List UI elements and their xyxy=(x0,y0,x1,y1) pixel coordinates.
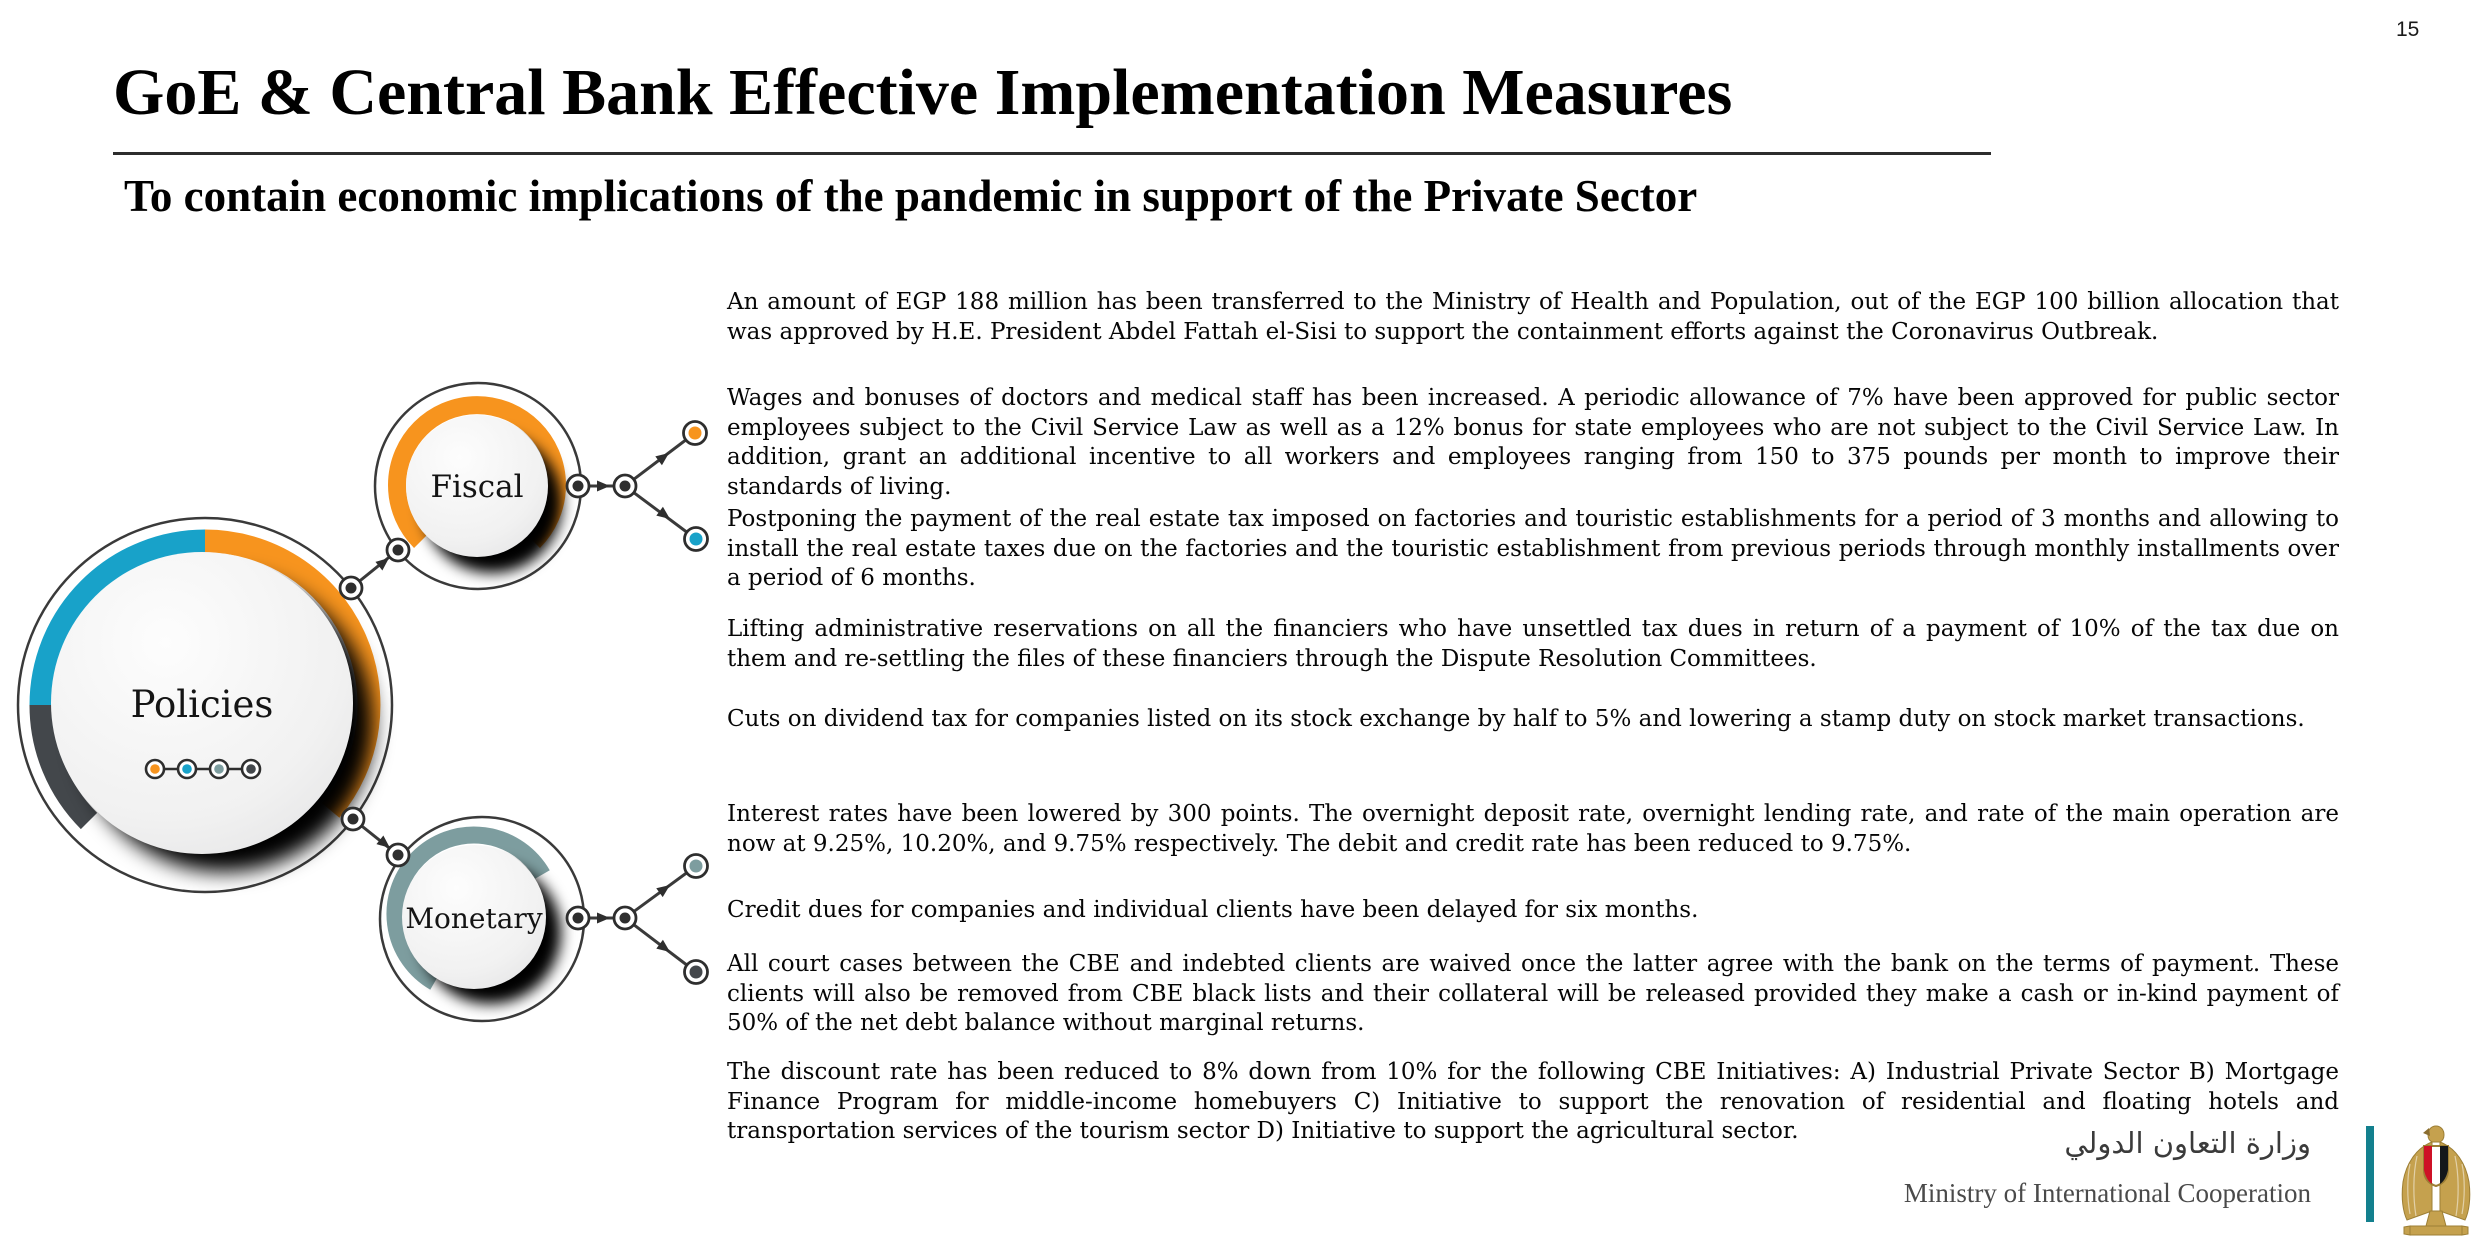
eagle-head xyxy=(2428,1126,2444,1142)
node-policies-to-fiscal xyxy=(340,577,362,599)
node-policies-to-monetary xyxy=(342,808,364,830)
bullet-monetary-teal xyxy=(685,855,708,878)
chain-dot-cyan xyxy=(182,764,192,774)
bullet-markers xyxy=(684,422,708,984)
ministry-name-arabic: وزارة التعاون الدولي xyxy=(2064,1126,2311,1160)
eagle-tail xyxy=(2426,1211,2446,1226)
bullet-monetary-dark xyxy=(685,961,708,984)
footer-accent-bar xyxy=(2366,1126,2374,1222)
egypt-coat-of-arms-logo xyxy=(2390,1114,2481,1238)
flag-shield xyxy=(2424,1146,2448,1186)
node-monetary-edge-left xyxy=(387,844,409,866)
paragraph-court-cases: All court cases between the CBE and indebted clients are waived once the latter agree with the bank on the terms of payment. These clients will also be removed from CBE black lists and their collateral will be released provided they make a cash or in-kind payment of 50% of the net debt balance without marginal returns. xyxy=(727,951,2339,1036)
node-fiscal-edge-left xyxy=(387,539,409,561)
paragraph-dividend-tax: Cuts on dividend tax for companies listed on its stock exchange by half to 5% and lowering a stamp duty on stock market transactions. xyxy=(727,706,2305,732)
ministry-name-english: Ministry of International Cooperation xyxy=(1903,1178,2311,1208)
eagle-beak xyxy=(2423,1128,2430,1136)
paragraph-interest-rates: Interest rates have been lowered by 300 points. The overnight deposit rate, overnight lending rate, and rate of the main operation are now at 9.25%, 10.20%, and 9.75% respectively. The debit and credit rate has been reduced to 9.75%. xyxy=(727,801,2339,857)
bullet-fiscal-orange xyxy=(684,422,707,445)
paragraph-real-estate-tax: Postponing the payment of the real estate tax imposed on factories and touristic establishments for a period of 3 months and allowing to install the real estate taxes due on the factories and the touristic establishment from previous periods through monthly installments over a period of 6 months. xyxy=(727,506,2339,591)
fiscal-label: Fiscal xyxy=(430,469,524,505)
node-monetary-junction xyxy=(614,907,636,929)
paragraph-credit-dues: Credit dues for companies and individual clients have been delayed for six months. xyxy=(727,897,1699,923)
eagle-scroll xyxy=(2404,1226,2468,1235)
node-fiscal-junction xyxy=(614,475,636,497)
paragraph-tax-reservations: Lifting administrative reservations on all the financiers who have unsettled tax dues in return of a payment of 10% of the tax due on them and re-settling the files of these financiers through the Dispute Resolution Committees. xyxy=(727,616,2339,672)
slide-subtitle: To contain economic implications of the pandemic in support of the Private Sector xyxy=(124,171,1698,221)
monetary-circle xyxy=(380,817,584,1021)
paragraph-discount-rate: The discount rate has been reduced to 8% down from 10% for the following CBE Initiatives: A) Industrial Private Sector B) Mortgage Finance Program for middle-income homebuyers C) Initiative to support the renovation of residential and floating hotels and transportation services of the tourism sector D) Initiative to support the agricultural sector. xyxy=(727,1059,2339,1144)
policies-label: Policies xyxy=(130,683,274,726)
paragraph-wages-bonuses: Wages and bonuses of doctors and medical staff has been increased. A periodic allowance of 7% have been approved for public sector employees subject to the Civil Service Law as well as a 12% bonus for state employees who are not subject to the Civil Service Law. In addition, grant an additional incentive to all workers and employees ranging from 150 to 375 pounds per month to improve their standards of living. xyxy=(727,385,2339,500)
policies-circle xyxy=(18,518,392,892)
page-number: 15 xyxy=(2396,18,2420,41)
chain-dot-dark xyxy=(246,764,256,774)
paragraph-health-allocation: An amount of EGP 188 million has been transferred to the Ministry of Health and Population, out of the EGP 100 billion allocation that was approved by H.E. President Abdel Fattah el-Sisi to support the containment efforts against the Coronavirus Outbreak. xyxy=(727,289,2339,345)
bullet-fiscal-cyan xyxy=(685,528,708,551)
monetary-label: Monetary xyxy=(405,902,543,935)
node-fiscal-edge-right xyxy=(567,475,589,497)
chain-dot-teal xyxy=(214,764,224,774)
chain-dot-orange xyxy=(150,764,160,774)
policies-diagram xyxy=(0,0,760,1240)
node-monetary-edge-right xyxy=(567,907,589,929)
slide-title: GoE & Central Bank Effective Implementation Measures xyxy=(113,56,1733,129)
